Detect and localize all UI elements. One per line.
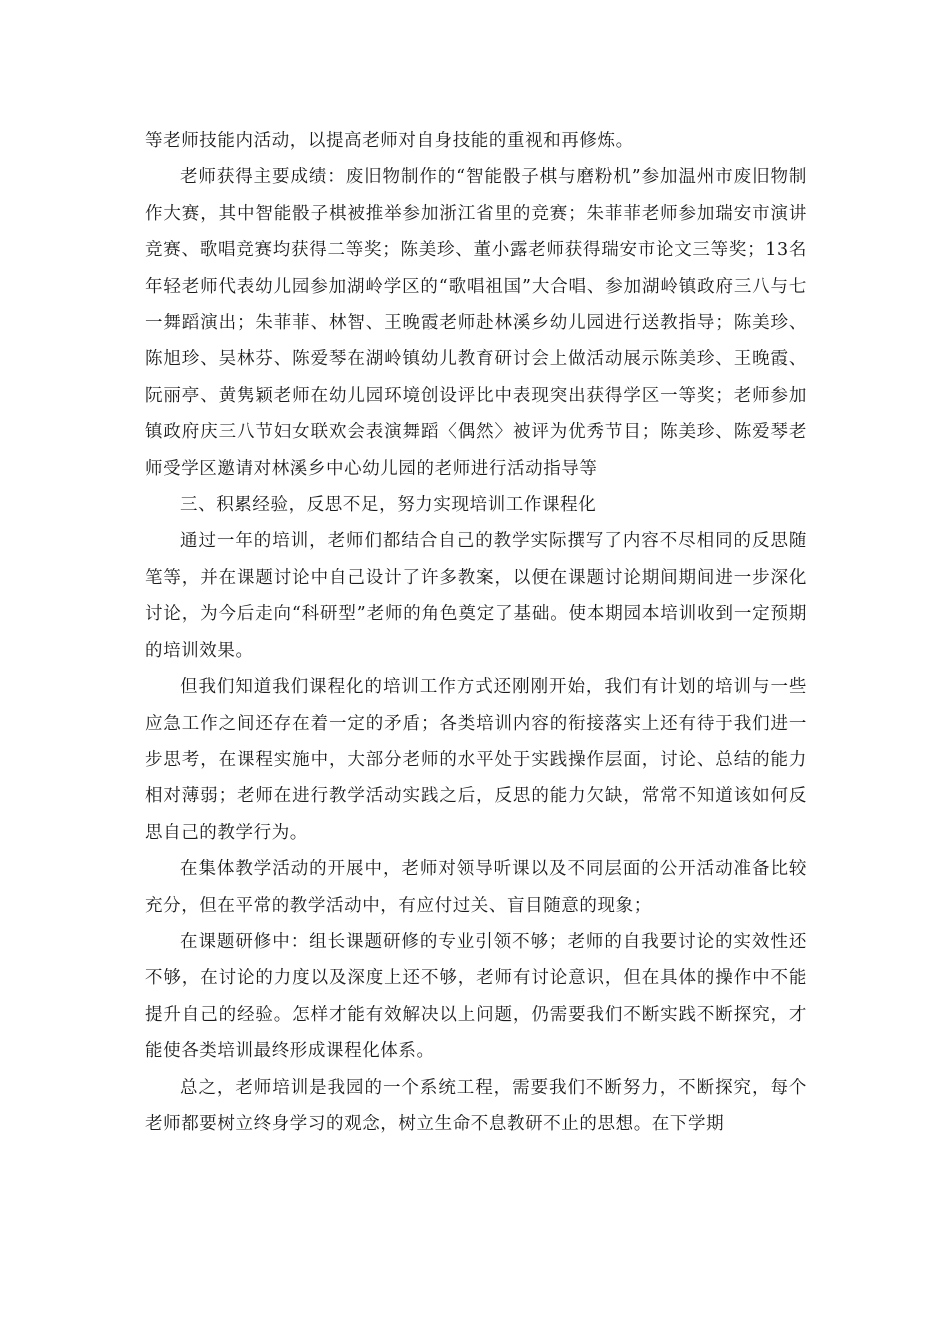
paragraph-topic-research: 在课题研修中：组长课题研修的专业引领不够；老师的自我要讨论的实效性还不够，在讨论的力度以及深度上还不够，老师有讨论意识，但在具体的操作中不能提升自己的经验。怎样才能有效解决以上问题，仍需要我们不断实践不断探究，才能使各类培训最终形成课程化体系。 [145, 931, 807, 1062]
paragraph-achievements: 老师获得主要成绩：废旧物制作的“智能骰子棋与磨粉机”参加温州市废旧物制作大赛，其中智能骰子棋被推举参加浙江省里的竞赛；朱菲菲老师参加瑞安市演讲竞赛、歌唱竞赛均获得二等奖；陈美珍、董小露老师获得瑞安市论文三等奖；13名年轻老师代表幼儿园参加湖岭学区的“歌唱祖国”大合唱、参加湖岭镇政府三八与七一舞蹈演出；朱菲菲、林智、王晚霞老师赴林溪乡幼儿园进行送教指导；陈美珍、陈旭珍、吴林芬、陈爱琴在湖岭镇幼儿教育研讨会上做活动展示陈美珍、王晚霞、阮丽亭、黄隽颖老师在幼儿园环境创设评比中表现突出获得学区一等奖；老师参加镇政府庆三八节妇女联欢会表演舞蹈〈偶然〉被评为优秀节目；陈美珍、陈爱琴老师受学区邀请对林溪乡中心幼儿园的老师进行活动指导等 [145, 167, 807, 479]
paragraph-collective-teaching: 在集体教学活动的开展中，老师对领导听课以及不同层面的公开活动准备比较充分，但在平常的教学活动中，有应付过关、盲目随意的现象； [145, 859, 807, 916]
paragraph-reflection: 通过一年的培训，老师们都结合自己的教学实际撰写了内容不尽相同的反思随笔等，并在课题讨论中自己设计了许多教案，以便在课题讨论期间期间进一步深化讨论，为今后走向“科研型”老师的角色奠定了基础。使本期园本培训收到一定预期的培训效果。 [145, 531, 807, 661]
section-heading-3: 三、积累经验，反思不足，努力实现培训工作课程化 [180, 495, 597, 516]
paragraph-summary: 总之，老师培训是我园的一个系统工程，需要我们不断努力，不断探究，每个老师都要树立终身学习的观念，树立生命不息教研不止的思想。在下学期 [145, 1077, 807, 1134]
document-body [145, 123, 807, 1142]
paragraph-continuation: 等老师技能内活动，以提高老师对自身技能的重视和再修炼。 [145, 131, 634, 151]
paragraph-problems: 但我们知道我们课程化的培训工作方式还刚刚开始，我们有计划的培训与一些应急工作之间还存在着一定的矛盾；各类培训内容的衔接落实上还有待于我们进一步思考，在课程实施中，大部分老师的水平处于实践操作层面，讨论、总结的能力相对薄弱；老师在进行教学活动实践之后，反思的能力欠缺，常常不知道该如何反思自己的教学行为。 [145, 677, 807, 843]
